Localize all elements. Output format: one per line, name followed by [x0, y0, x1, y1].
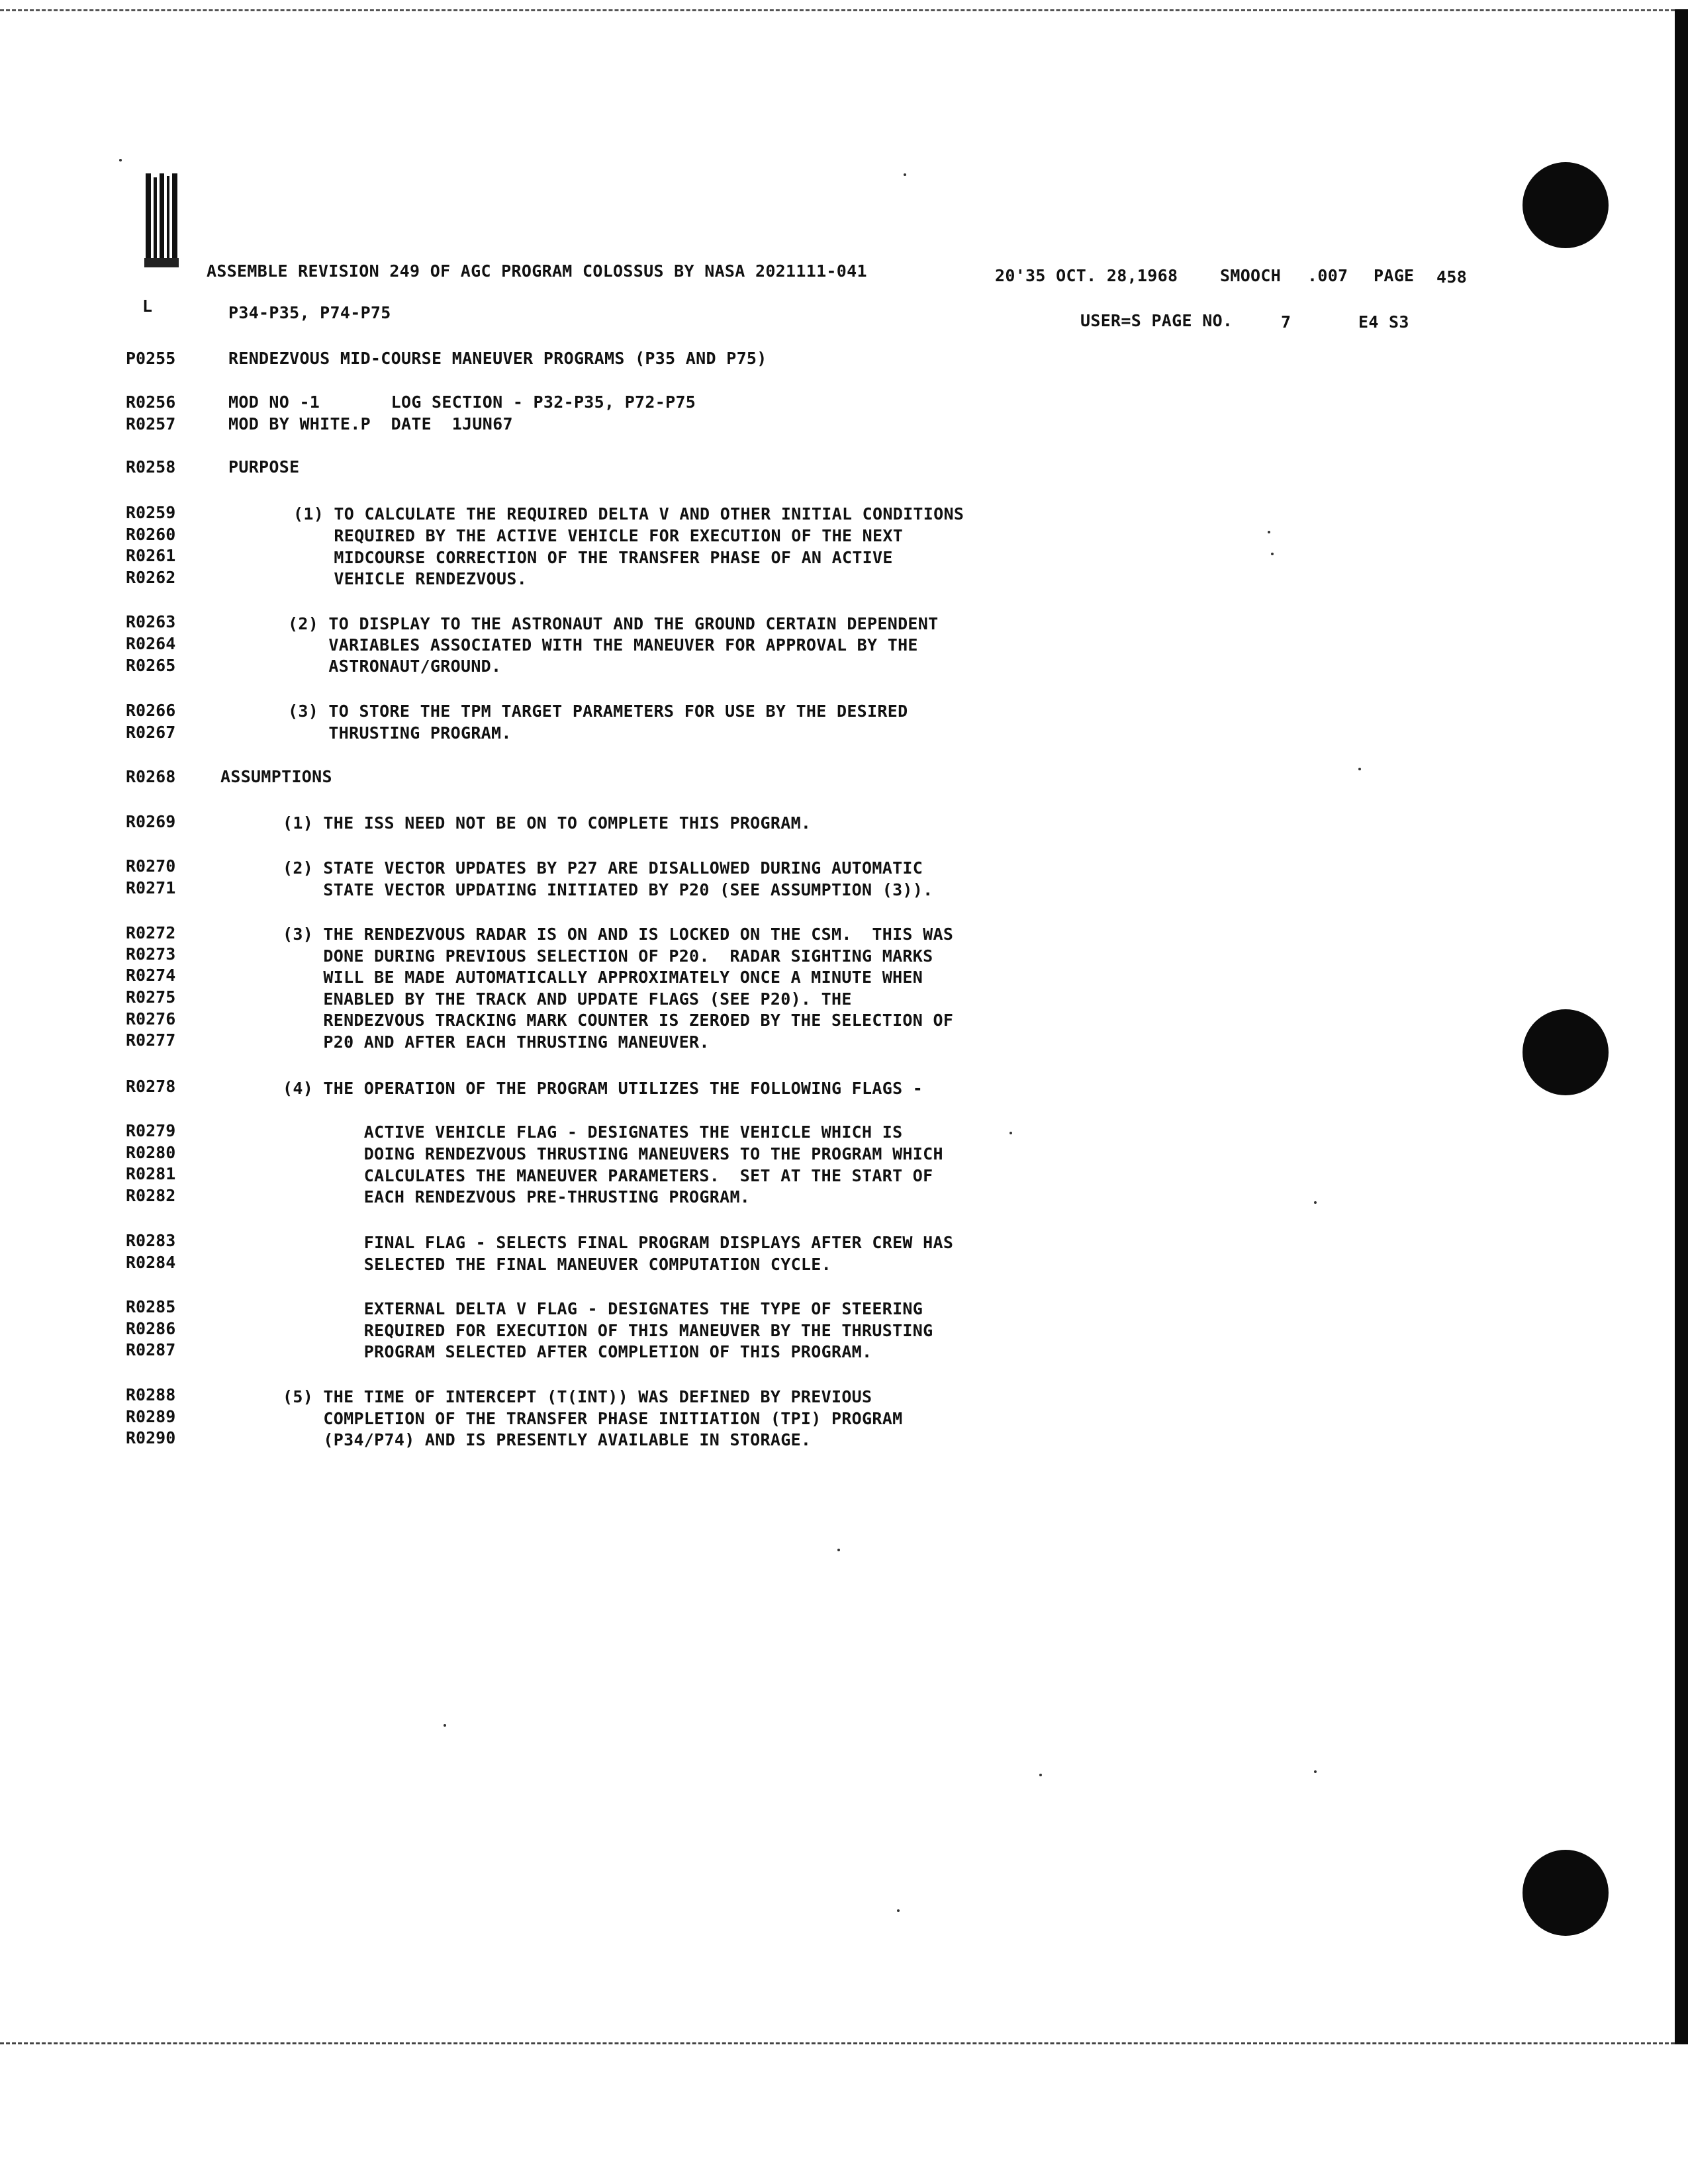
line-id: R0281: [126, 1164, 176, 1183]
line-text: FINAL FLAG - SELECTS FINAL PROGRAM DISPLAYS AFTER CREW HAS: [283, 1233, 954, 1252]
scan-speck: [1271, 553, 1274, 555]
line-id: R0267: [126, 723, 176, 742]
line-id: R0266: [126, 701, 176, 720]
line-id: R0260: [126, 525, 176, 544]
line-text: MOD NO -1 LOG SECTION - P32-P35, P72-P75: [228, 392, 696, 412]
binder-hole-middle: [1523, 1009, 1609, 1095]
line-text: (4) THE OPERATION OF THE PROGRAM UTILIZES THE FOLLOWING FLAGS -: [283, 1079, 923, 1098]
header-datetime: 20'35 OCT. 28,1968: [995, 266, 1178, 285]
line-id: R0284: [126, 1253, 176, 1272]
line-id: R0258: [126, 457, 176, 477]
scan-speck: [904, 173, 906, 176]
scan-speck: [1268, 531, 1270, 533]
line-text: REQUIRED BY THE ACTIVE VEHICLE FOR EXECUTION OF THE NEXT: [293, 526, 904, 545]
line-id: R0288: [126, 1385, 176, 1404]
line-text: ASSUMPTIONS: [220, 767, 332, 786]
page-bottom-edge: [0, 2042, 1675, 2044]
line-id: R0279: [126, 1121, 176, 1140]
scan-speck: [444, 1724, 446, 1727]
line-id: R0273: [126, 944, 176, 964]
line-id: R0256: [126, 392, 176, 412]
line-text: (P34/P74) AND IS PRESENTLY AVAILABLE IN STORAGE.: [283, 1430, 812, 1449]
line-text: MOD BY WHITE.P DATE 1JUN67: [228, 414, 513, 433]
line-text: EXTERNAL DELTA V FLAG - DESIGNATES THE TYPE OF STEERING: [283, 1299, 923, 1318]
line-text: ASTRONAUT/GROUND.: [288, 657, 502, 676]
line-text: PROGRAM SELECTED AFTER COMPLETION OF THIS PROGRAM.: [283, 1342, 872, 1361]
scan-speck: [1358, 768, 1361, 770]
line-id: R0280: [126, 1143, 176, 1162]
line-text: ENABLED BY THE TRACK AND UPDATE FLAGS (SEE P20). THE: [283, 989, 852, 1009]
line-text: RENDEZVOUS TRACKING MARK COUNTER IS ZEROED BY THE SELECTION OF: [283, 1011, 954, 1030]
line-text: (1) TO CALCULATE THE REQUIRED DELTA V AND OTHER INITIAL CONDITIONS: [293, 504, 964, 523]
binder-hole-bottom: [1523, 1850, 1609, 1936]
line-id: R0290: [126, 1428, 176, 1447]
assemble-header: ASSEMBLE REVISION 249 OF AGC PROGRAM COLOSSUS BY NASA 2021111-041: [207, 261, 867, 281]
line-id: R0259: [126, 503, 176, 522]
line-text: CALCULATES THE MANEUVER PARAMETERS. SET AT THE START OF: [283, 1166, 933, 1185]
left-marker: L: [142, 296, 153, 316]
section-title: P34-P35, P74-P75: [228, 303, 391, 322]
line-text: ACTIVE VEHICLE FLAG - DESIGNATES THE VEHICLE WHICH IS: [283, 1122, 903, 1142]
line-id: R0265: [126, 656, 176, 675]
scan-speck: [897, 1909, 900, 1912]
e4s3-code: E4 S3: [1358, 312, 1409, 332]
scan-speck: [119, 159, 122, 161]
line-id: R0257: [126, 414, 176, 433]
line-id: R0285: [126, 1297, 176, 1316]
line-text: (1) THE ISS NEED NOT BE ON TO COMPLETE THIS PROGRAM.: [283, 813, 812, 833]
line-id: R0277: [126, 1030, 176, 1050]
line-id: R0271: [126, 878, 176, 897]
line-text: (3) TO STORE THE TPM TARGET PARAMETERS FOR USE BY THE DESIRED: [288, 702, 908, 721]
line-id: R0289: [126, 1407, 176, 1426]
line-text: P20 AND AFTER EACH THRUSTING MANEUVER.: [283, 1032, 710, 1052]
line-text: VARIABLES ASSOCIATED WITH THE MANEUVER FOR APPROVAL BY THE: [288, 635, 918, 655]
users-page-number: 7: [1281, 312, 1291, 332]
line-id: R0276: [126, 1009, 176, 1028]
line-text: VEHICLE RENDEZVOUS.: [293, 569, 528, 588]
line-text: MIDCOURSE CORRECTION OF THE TRANSFER PHASE OF AN ACTIVE: [293, 548, 893, 567]
line-id: R0264: [126, 634, 176, 653]
scan-speck: [1314, 1201, 1317, 1204]
line-id: R0272: [126, 923, 176, 942]
scan-speck: [837, 1549, 840, 1551]
line-id: R0274: [126, 966, 176, 985]
line-id: R0270: [126, 856, 176, 876]
line-id: R0261: [126, 546, 176, 565]
page-top-edge: [0, 9, 1675, 11]
header-code: .007: [1307, 266, 1348, 285]
line-id: R0275: [126, 987, 176, 1007]
scan-speck: [1039, 1774, 1042, 1776]
line-text: STATE VECTOR UPDATING INITIATED BY P20 (SEE ASSUMPTION (3)).: [283, 880, 933, 899]
line-id: R0287: [126, 1340, 176, 1359]
line-text: DOING RENDEZVOUS THRUSTING MANEUVERS TO THE PROGRAM WHICH: [283, 1144, 943, 1163]
scan-speck: [1314, 1770, 1317, 1773]
header-page-label: PAGE: [1374, 266, 1415, 285]
line-text: REQUIRED FOR EXECUTION OF THIS MANEUVER BY THE THRUSTING: [283, 1321, 933, 1340]
line-id: R0262: [126, 568, 176, 587]
line-id: R0282: [126, 1186, 176, 1205]
line-text: (2) STATE VECTOR UPDATES BY P27 ARE DISALLOWED DURING AUTOMATIC: [283, 858, 923, 878]
binder-hole-top: [1523, 162, 1609, 248]
line-text: EACH RENDEZVOUS PRE-THRUSTING PROGRAM.: [283, 1187, 751, 1206]
line-id: R0286: [126, 1319, 176, 1338]
line-text: (5) THE TIME OF INTERCEPT (T(INT)) WAS DEFINED BY PREVIOUS: [283, 1387, 872, 1406]
scan-speck: [1009, 1132, 1012, 1134]
header-page-number: 458: [1436, 267, 1468, 287]
line-text: RENDEZVOUS MID-COURSE MANEUVER PROGRAMS (P35 AND P75): [228, 349, 767, 368]
line-id: R0268: [126, 767, 176, 786]
line-id: R0263: [126, 612, 176, 631]
line-text: COMPLETION OF THE TRANSFER PHASE INITIATION (TPI) PROGRAM: [283, 1409, 903, 1428]
line-text: (3) THE RENDEZVOUS RADAR IS ON AND IS LOCKED ON THE CSM. THIS WAS: [283, 925, 954, 944]
line-text: SELECTED THE FINAL MANEUVER COMPUTATION CYCLE.: [283, 1255, 831, 1274]
line-text: THRUSTING PROGRAM.: [288, 723, 512, 743]
line-id: R0278: [126, 1077, 176, 1096]
line-id: R0269: [126, 812, 176, 831]
line-text: PURPOSE: [228, 457, 300, 477]
barcode-mark-icon: [144, 173, 179, 267]
line-text: WILL BE MADE AUTOMATICALLY APPROXIMATELY ONCE A MINUTE WHEN: [283, 968, 923, 987]
line-text: (2) TO DISPLAY TO THE ASTRONAUT AND THE GROUND CERTAIN DEPENDENT: [288, 614, 939, 633]
users-page-label: USER=S PAGE NO.: [1080, 311, 1233, 330]
line-id: R0283: [126, 1231, 176, 1250]
line-text: DONE DURING PREVIOUS SELECTION OF P20. RADAR SIGHTING MARKS: [283, 946, 933, 966]
line-id: P0255: [126, 349, 176, 368]
page-right-edge: [1675, 9, 1688, 2044]
header-smooch: SMOOCH: [1220, 266, 1282, 285]
